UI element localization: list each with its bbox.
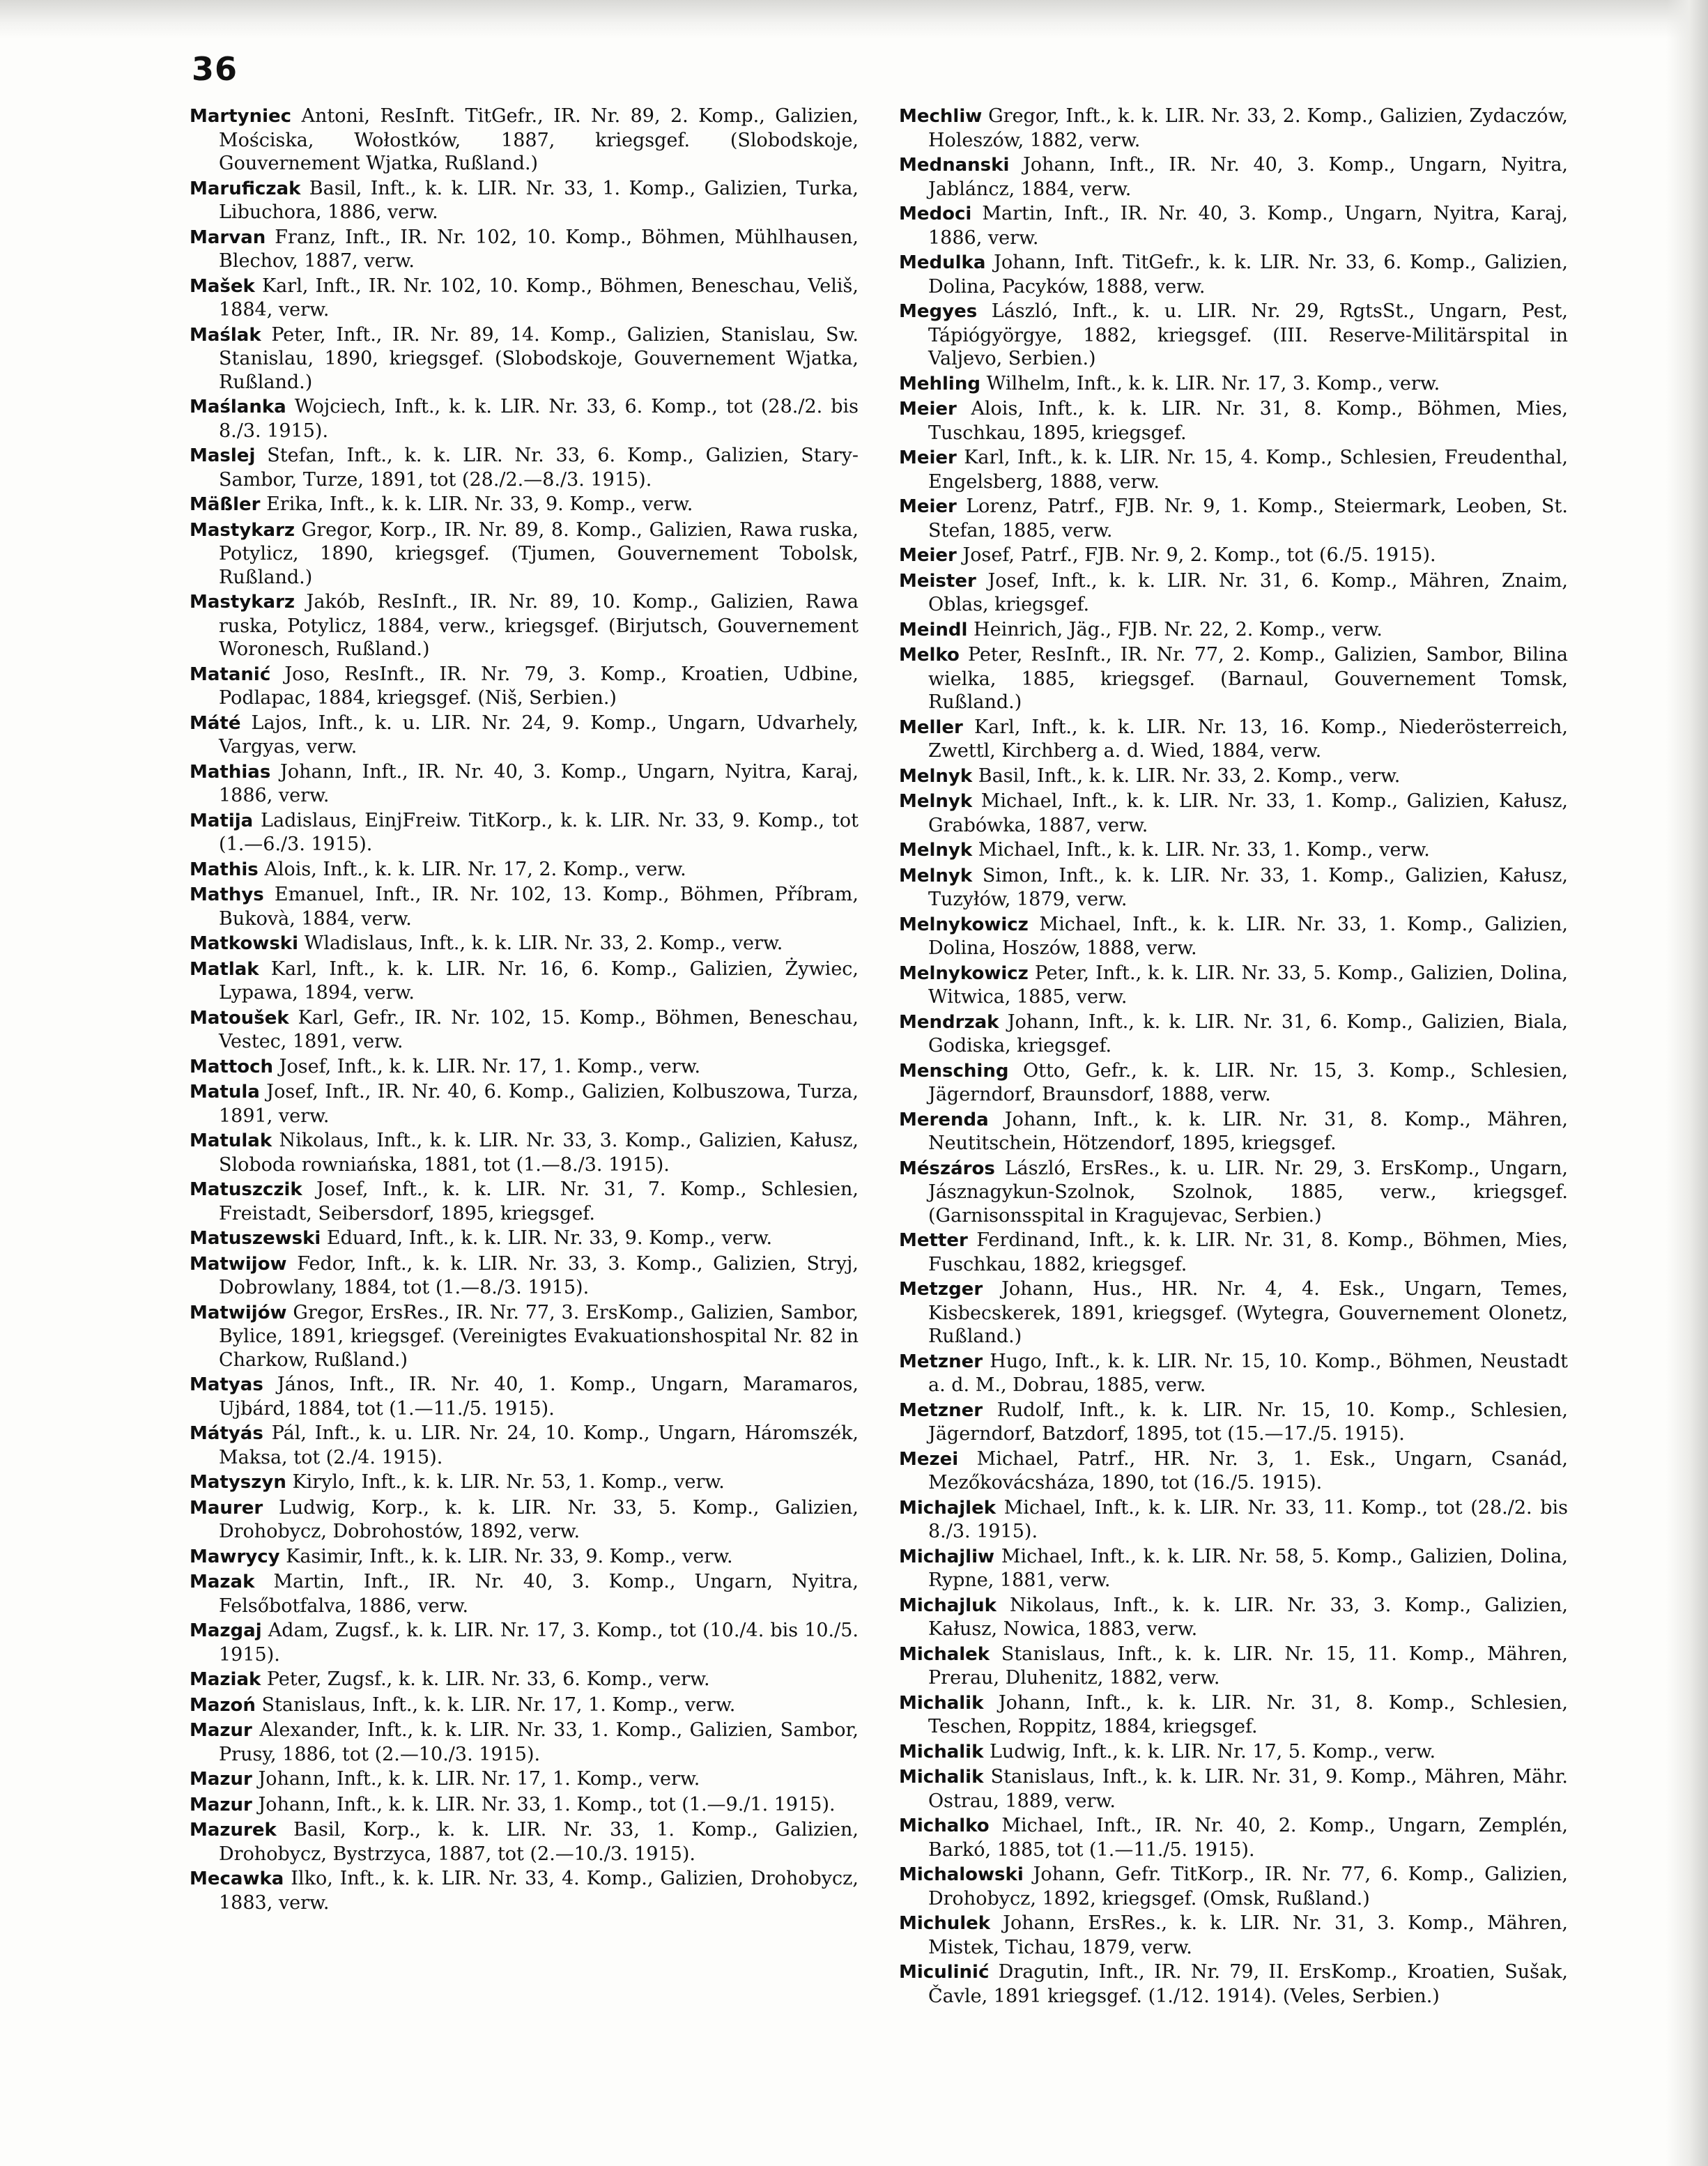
casualty-entry — [190, 1470, 859, 1495]
casualty-entry — [899, 372, 1568, 397]
entry-surname: Melnyk — [899, 865, 973, 886]
entry-details: László, ErsRes., k. u. LIR. Nr. 29, 3. ErsKomp., Ungarn, Jásznagykun-Szolnok, Szolnok, 1885, verw., kriegsgef. (Garnisonsspital in Kragujevac, Serbien.) — [928, 1157, 1568, 1227]
entry-details: Johann, Gefr. TitKorp., IR. Nr. 77, 6. Komp., Galizien, Drohobycz, 1892, kriegsgef. (Omsk, Rußland.) — [928, 1864, 1568, 1910]
entry-surname: Matwijów — [190, 1302, 287, 1323]
casualty-entry — [190, 760, 859, 808]
entry-surname: Mendrzak — [899, 1011, 999, 1033]
entry-details: Martin, Inft., IR. Nr. 40, 3. Komp., Ungarn, Nyitra, Felsőbotfalva, 1886, verw. — [219, 1571, 859, 1617]
entry-surname: Mazgaj — [190, 1620, 262, 1641]
right-column — [899, 105, 1568, 2126]
entry-surname: Mathias — [190, 761, 271, 783]
casualty-entry — [899, 1011, 1568, 1058]
entry-surname: Meier — [899, 399, 957, 420]
casualty-entry — [190, 105, 859, 176]
entry-surname: Matyas — [190, 1374, 263, 1395]
entry-details: Stefan, Inft., k. k. LIR. Nr. 33, 6. Komp., Galizien, Stary-Sambor, Turze, 1891, tot (28./2.—8./3. 1915). — [219, 445, 859, 491]
casualty-entry — [190, 1668, 859, 1692]
casualty-entry — [899, 153, 1568, 201]
casualty-entry — [190, 1767, 859, 1792]
entry-surname: Matoušek — [190, 1007, 289, 1029]
casualty-entry — [899, 913, 1568, 960]
entry-surname: Matkowski — [190, 933, 298, 954]
entry-details: Michael, Inft., IR. Nr. 40, 2. Komp., Ungarn, Zemplén, Barkó, 1885, tot (1.—11./5. 1915). — [928, 1815, 1568, 1861]
entry-surname: Mazur — [190, 1720, 252, 1741]
entry-surname: Maslej — [190, 445, 256, 466]
entry-details: Eduard, Inft., k. k. LIR. Nr. 33, 9. Komp., verw. — [326, 1227, 773, 1249]
entry-surname: Melnyk — [899, 840, 973, 861]
entry-details: Alexander, Inft., k. k. LIR. Nr. 33, 1. Komp., Galizien, Sambor, Prusy, 1886, tot (2.—10./3. 1915). — [219, 1719, 859, 1765]
entry-details: Wojciech, Inft., k. k. LIR. Nr. 33, 6. Komp., tot (28./2. bis 8./3. 1915). — [219, 396, 859, 442]
entry-surname: Matwijow — [190, 1253, 287, 1275]
entry-surname: Mazurek — [190, 1820, 277, 1841]
entry-surname: Michalik — [899, 1692, 984, 1714]
entry-details: Kirylo, Inft., k. k. LIR. Nr. 53, 1. Komp., verw. — [292, 1471, 725, 1493]
entry-surname: Meller — [899, 716, 963, 738]
entry-details: Johann, Hus., HR. Nr. 4, 4. Esk., Ungarn, Temes, Kisbecskerek, 1891, kriegsgef. (Wytegra, Gouvernement Olonetz, Rußland.) — [928, 1278, 1568, 1347]
entry-details: Martin, Inft., IR. Nr. 40, 3. Komp., Ungarn, Nyitra, Karaj, 1886, verw. — [928, 203, 1568, 249]
entry-details: Johann, Inft., k. k. LIR. Nr. 31, 6. Komp., Galizien, Biala, Godiska, kriegsgef. — [928, 1011, 1568, 1057]
entry-surname: Maruficzak — [190, 178, 301, 199]
entry-details: Michael, Patrf., HR. Nr. 3, 1. Esk., Ungarn, Csanád, Mezőkovácsháza, 1890, tot (16./5. 1915). — [928, 1447, 1568, 1493]
entry-surname: Melnyk — [899, 765, 973, 787]
entry-details: Stanislaus, Inft., k. k. LIR. Nr. 17, 1. Komp., verw. — [261, 1693, 736, 1716]
entry-surname: Maślak — [190, 324, 261, 346]
casualty-entry — [190, 1867, 859, 1914]
entry-surname: Mawrycy — [190, 1546, 280, 1567]
entry-surname: Matulak — [190, 1130, 272, 1151]
entry-surname: Melnyk — [899, 791, 973, 812]
entry-details: László, Inft., k. u. LIR. Nr. 29, RgtsSt., Ungarn, Pest, Tápiógyörgye, 1882, kriegsgef. (III. Reserve-Militärspital in Valjevo, Serbien.) — [928, 300, 1568, 369]
entry-surname: Mazoń — [190, 1694, 256, 1716]
casualty-entry — [899, 838, 1568, 863]
entry-details: Johann, Inft., IR. Nr. 40, 3. Komp., Ungarn, Nyitra, Jabláncz, 1884, verw. — [928, 154, 1568, 200]
entry-surname: Matanić — [190, 663, 271, 685]
entry-surname: Mastykarz — [190, 519, 295, 541]
entry-details: Jakób, ResInft., IR. Nr. 89, 10. Komp., Galizien, Rawa ruska, Potylicz, 1884, verw., kriegsgef. (Birjutsch, Gouvernement Woronesch, Rußland.) — [219, 591, 859, 660]
entry-surname: Michalowski — [899, 1864, 1024, 1885]
casualty-entry — [899, 300, 1568, 371]
casualty-entry — [190, 1793, 859, 1818]
entry-details: Lajos, Inft., k. u. LIR. Nr. 24, 9. Komp., Ungarn, Udvarhely, Vargyas, verw. — [219, 712, 859, 758]
entry-surname: Meier — [899, 496, 957, 517]
entry-details: Ludwig, Inft., k. k. LIR. Nr. 17, 5. Komp., verw. — [989, 1740, 1436, 1762]
casualty-entry — [899, 1447, 1568, 1495]
entry-surname: Matyszyn — [190, 1472, 286, 1493]
casualty-entry — [899, 1277, 1568, 1349]
entry-details: Johann, Inft. TitGefr., k. k. LIR. Nr. 33, 6. Komp., Galizien, Dolina, Pacyków, 1888, verw. — [928, 252, 1568, 298]
casualty-entry — [899, 716, 1568, 763]
entry-details: Pál, Inft., k. u. LIR. Nr. 24, 10. Komp., Ungarn, Háromszék, Maksa, tot (2./4. 1915). — [219, 1422, 859, 1468]
casualty-entry — [190, 663, 859, 710]
entry-details: Alois, Inft., k. k. LIR. Nr. 17, 2. Komp., verw. — [264, 858, 686, 880]
casualty-entry — [899, 251, 1568, 298]
entry-details: Michael, Inft., k. k. LIR. Nr. 58, 5. Komp., Galizien, Dolina, Rypne, 1881, verw. — [928, 1545, 1568, 1591]
page-number: 36 — [192, 50, 238, 88]
entry-surname: Michalko — [899, 1815, 990, 1836]
casualty-entry — [899, 1960, 1568, 2008]
casualty-entry — [899, 1059, 1568, 1107]
entry-details: Antoni, ResInft. TitGefr., IR. Nr. 89, 2. Komp., Galizien, Mościska, Wołostków, 1887, kriegsgef. (Slobodskoje, Gouvernement Wjatka, Rußland.) — [219, 105, 859, 174]
entry-surname: Metzner — [899, 1351, 983, 1372]
entry-details: Karl, Inft., IR. Nr. 102, 10. Komp., Böhmen, Beneschau, Veliš, 1884, verw. — [219, 275, 859, 321]
casualty-entry — [190, 493, 859, 517]
entry-details: Johann, Inft., IR. Nr. 40, 3. Komp., Ungarn, Nyitra, Karaj, 1886, verw. — [219, 760, 859, 806]
casualty-entry — [899, 397, 1568, 445]
casualty-entry — [899, 1545, 1568, 1592]
casualty-entry — [190, 1055, 859, 1080]
entry-surname: Melko — [899, 645, 960, 666]
entry-details: Lorenz, Patrf., FJB. Nr. 9, 1. Komp., Steiermark, Leoben, St. Stefan, 1885, verw. — [928, 496, 1568, 542]
entry-surname: Mattoch — [190, 1056, 274, 1077]
entry-details: Ladislaus, EinjFreiw. TitKorp., k. k. LIR. Nr. 33, 9. Komp., tot (1.—6./3. 1915). — [219, 809, 859, 855]
entry-details: Peter, Inft., k. k. LIR. Nr. 33, 5. Komp., Galizien, Dolina, Witwica, 1885, verw. — [928, 962, 1568, 1008]
entry-surname: Meier — [899, 545, 957, 566]
casualty-entry — [190, 858, 859, 882]
entry-details: Johann, Inft., k. k. LIR. Nr. 17, 1. Komp., verw. — [258, 1768, 700, 1790]
casualty-entry — [190, 1178, 859, 1225]
entry-details: Heinrich, Jäg., FJB. Nr. 22, 2. Komp., verw. — [974, 618, 1383, 640]
casualty-entry — [190, 177, 859, 224]
casualty-entry — [899, 1643, 1568, 1690]
entry-details: Michael, Inft., k. k. LIR. Nr. 33, 1. Komp., verw. — [978, 839, 1430, 861]
casualty-entry — [190, 958, 859, 1005]
casualty-entry — [899, 962, 1568, 1009]
entry-details: Stanislaus, Inft., k. k. LIR. Nr. 31, 9. Komp., Mähren, Mähr. Ostrau, 1889, verw. — [928, 1766, 1568, 1812]
entry-surname: Mazur — [190, 1769, 252, 1790]
casualty-entry — [899, 495, 1568, 542]
entry-surname: Matuszewski — [190, 1228, 321, 1249]
entry-details: Karl, Gefr., IR. Nr. 102, 15. Komp., Böhmen, Beneschau, Vestec, 1891, verw. — [219, 1006, 859, 1052]
casualty-entry — [899, 105, 1568, 152]
casualty-entry — [899, 1350, 1568, 1397]
entry-surname: Meier — [899, 447, 957, 468]
entry-details: Alois, Inft., k. k. LIR. Nr. 31, 8. Komp., Böhmen, Mies, Tuschkau, 1895, kriegsgef. — [928, 398, 1568, 444]
entry-surname: Mathys — [190, 884, 264, 905]
casualty-entry — [899, 1740, 1568, 1765]
casualty-entry — [899, 1765, 1568, 1813]
casualty-entry — [190, 444, 859, 491]
entry-surname: Meister — [899, 570, 976, 592]
entry-details: Wladislaus, Inft., k. k. LIR. Nr. 33, 2. Komp., verw. — [304, 932, 783, 954]
casualty-entry — [899, 446, 1568, 493]
entry-surname: Maślanka — [190, 397, 286, 417]
entry-details: Gregor, Inft., k. k. LIR. Nr. 33, 2. Komp., Galizien, Zydaczów, Holeszów, 1882, verw. — [928, 105, 1568, 151]
entry-surname: Mazak — [190, 1572, 255, 1592]
entry-details: Adam, Zugsf., k. k. LIR. Nr. 17, 3. Komp., tot (10./4. bis 10./5. 1915). — [219, 1620, 859, 1666]
entry-details: Gregor, Korp., IR. Nr. 89, 8. Komp., Galizien, Rawa ruska, Potylicz, 1890, kriegsgef. (Tjumen, Gouvernement Tobolsk, Rußland.) — [219, 519, 859, 588]
entry-details: Johann, Inft., k. k. LIR. Nr. 31, 8. Komp., Schlesien, Teschen, Roppitz, 1884, kriegsgef. — [928, 1691, 1568, 1737]
entry-details: Peter, Inft., IR. Nr. 89, 14. Komp., Galizien, Stanislau, Sw. Stanislau, 1890, kriegsgef. (Slobodskoje, Gouvernement Wjatka, Rußland.) — [219, 323, 859, 393]
casualty-entry — [899, 1108, 1568, 1155]
entry-details: Franz, Inft., IR. Nr. 102, 10. Komp., Böhmen, Mühlhausen, Blechov, 1887, verw. — [219, 226, 859, 272]
entry-details: Ferdinand, Inft., k. k. LIR. Nr. 31, 8. Komp., Böhmen, Mies, Fuschkau, 1882, kriegsgef. — [928, 1229, 1568, 1275]
entry-surname: Martyniec — [190, 106, 292, 127]
casualty-entry — [899, 1814, 1568, 1861]
entry-details: Karl, Inft., k. k. LIR. Nr. 16, 6. Komp., Galizien, Żywiec, Lypawa, 1894, verw. — [219, 958, 859, 1004]
casualty-entry — [899, 202, 1568, 249]
entry-surname: Metter — [899, 1230, 968, 1251]
entry-details: Michael, Inft., k. k. LIR. Nr. 33, 1. Komp., Galizien, Dolina, Hoszów, 1888, verw. — [928, 913, 1568, 959]
casualty-entry — [190, 809, 859, 857]
entry-surname: Michajlek — [899, 1497, 997, 1519]
left-column — [190, 105, 859, 2126]
entry-details: Nikolaus, Inft., k. k. LIR. Nr. 33, 3. Komp., Galizien, Kałusz, Sloboda rowniańska, 1881, tot (1.—8./3. 1915). — [219, 1130, 859, 1176]
entry-surname: Megyes — [899, 301, 978, 322]
casualty-entry — [190, 883, 859, 930]
entry-surname: Michalek — [899, 1643, 990, 1665]
entry-details: Johann, ErsRes., k. k. LIR. Nr. 31, 3. Komp., Mähren, Mistek, Tichau, 1879, verw. — [928, 1912, 1568, 1958]
entry-details: Josef, Inft., k. k. LIR. Nr. 17, 1. Komp., verw. — [279, 1055, 701, 1077]
casualty-entry — [190, 1006, 859, 1054]
casualty-entry — [190, 275, 859, 322]
casualty-entry — [190, 712, 859, 759]
entry-surname: Medulka — [899, 252, 986, 273]
casualty-entry — [899, 864, 1568, 912]
casualty-entry — [899, 1863, 1568, 1910]
entry-surname: Melnykowicz — [899, 914, 1029, 935]
entry-details: Peter, ResInft., IR. Nr. 77, 2. Komp., Galizien, Sambor, Bilina wielka, 1885, kriegsgef. (Barnaul, Gouvernement Tomsk, Rußland.) — [928, 644, 1568, 713]
casualty-entry — [190, 1422, 859, 1469]
entry-details: Dragutin, Inft., IR. Nr. 79, II. ErsKomp., Kroatien, Sušak, Čavle, 1891 kriegsgef. (1./12. 1914). (Veles, Serbien.) — [928, 1961, 1568, 2007]
casualty-entry — [190, 1373, 859, 1420]
entry-surname: Matula — [190, 1082, 260, 1103]
entry-surname: Metzger — [899, 1279, 983, 1300]
entry-details: Karl, Inft., k. k. LIR. Nr. 15, 4. Komp., Schlesien, Freudenthal, Engelsberg, 1888, verw. — [928, 447, 1568, 493]
scan-edge-top — [0, 0, 1708, 38]
casualty-entry — [190, 395, 859, 443]
casualty-entry — [190, 226, 859, 273]
casualty-entry — [190, 323, 859, 394]
casualty-entry — [899, 1229, 1568, 1276]
entry-details: Josef, Inft., IR. Nr. 40, 6. Komp., Galizien, Kolbuszowa, Turza, 1891, verw. — [219, 1081, 859, 1127]
entry-details: Josef, Inft., k. k. LIR. Nr. 31, 7. Komp., Schlesien, Freistadt, Seibersdorf, 1895, kriegsgef. — [219, 1178, 859, 1224]
casualty-entry — [190, 1619, 859, 1666]
entry-surname: Maziak — [190, 1669, 261, 1690]
casualty-entry — [190, 519, 859, 590]
entry-details: Emanuel, Inft., IR. Nr. 102, 13. Komp., Böhmen, Příbram, Bukovà, 1884, verw. — [219, 884, 859, 930]
entry-details: Ludwig, Korp., k. k. LIR. Nr. 33, 5. Komp., Galizien, Drohobycz, Dobrohostów, 1892, verw. — [219, 1496, 859, 1542]
entry-surname: Metzner — [899, 1399, 983, 1421]
casualty-entry — [899, 618, 1568, 643]
entry-details: Kasimir, Inft., k. k. LIR. Nr. 33, 9. Komp., verw. — [286, 1545, 733, 1567]
entry-surname: Meindl — [899, 619, 968, 640]
entry-details: Ilko, Inft., k. k. LIR. Nr. 33, 4. Komp., Galizien, Drohobycz, 1883, verw. — [219, 1868, 859, 1914]
entry-surname: Marvan — [190, 226, 266, 248]
casualty-entry — [190, 1545, 859, 1569]
entry-details: Stanislaus, Inft., k. k. LIR. Nr. 15, 11. Komp., Mähren, Prerau, Dluhenitz, 1882, verw. — [928, 1643, 1568, 1689]
casualty-entry — [899, 1496, 1568, 1544]
entry-surname: Mezei — [899, 1448, 959, 1470]
casualty-entry — [190, 932, 859, 956]
entry-details: Michael, Inft., k. k. LIR. Nr. 33, 1. Komp., Galizien, Kałusz, Grabówka, 1887, verw. — [928, 790, 1568, 836]
entry-surname: Matija — [190, 810, 254, 831]
entry-details: Nikolaus, Inft., k. k. LIR. Nr. 33, 3. Komp., Galizien, Kałusz, Nowica, 1883, verw. — [928, 1594, 1568, 1640]
casualty-entry — [899, 1691, 1568, 1739]
entry-surname: Miculinić — [899, 1962, 990, 1983]
casualty-entry — [899, 1912, 1568, 1959]
entry-details: Basil, Korp., k. k. LIR. Nr. 33, 1. Komp., Galizien, Drohobycz, Bystrzyca, 1887, tot (2.—10./3. 1915). — [219, 1819, 859, 1865]
entry-surname: Mednanski — [899, 155, 1010, 176]
casualty-entry — [190, 1719, 859, 1766]
entry-details: Fedor, Inft., k. k. LIR. Nr. 33, 3. Komp., Galizien, Stryj, Dobrowlany, 1884, tot (1.—8./3. 1915). — [219, 1252, 859, 1298]
casualty-entry — [190, 1818, 859, 1866]
entry-details: Basil, Inft., k. k. LIR. Nr. 33, 1. Komp., Galizien, Turka, Libuchora, 1886, verw. — [219, 177, 859, 223]
entry-surname: Mechliw — [899, 106, 983, 127]
entry-surname: Mészáros — [899, 1158, 995, 1179]
casualty-entry — [899, 643, 1568, 714]
entry-surname: Mensching — [899, 1060, 1009, 1082]
entry-details: Erika, Inft., k. k. LIR. Nr. 33, 9. Komp., verw. — [266, 493, 693, 515]
entry-surname: Michulek — [899, 1913, 991, 1934]
entry-surname: Michalik — [899, 1767, 984, 1788]
casualty-entry — [899, 569, 1568, 617]
entry-surname: Máté — [190, 712, 241, 734]
entry-details: Peter, Zugsf., k. k. LIR. Nr. 33, 6. Komp., verw. — [266, 1668, 710, 1690]
entry-surname: Mäßler — [190, 494, 261, 515]
casualty-entry — [190, 1129, 859, 1176]
entry-surname: Mastykarz — [190, 592, 295, 613]
entry-details: Johann, Inft., k. k. LIR. Nr. 33, 1. Komp., tot (1.—9./1. 1915). — [258, 1793, 836, 1815]
scan-edge-right — [1666, 0, 1708, 2166]
entry-details: Karl, Inft., k. k. LIR. Nr. 13, 16. Komp., Niederösterreich, Zwettl, Kirchberg a. d. Wied, 1884, verw. — [928, 716, 1568, 762]
entry-surname: Merenda — [899, 1109, 989, 1130]
casualty-entry — [899, 1399, 1568, 1446]
entry-surname: Mehling — [899, 373, 980, 394]
entry-details: Hugo, Inft., k. k. LIR. Nr. 15, 10. Komp., Böhmen, Neustadt a. d. M., Dobrau, 1885, verw. — [928, 1350, 1568, 1396]
entry-surname: Matuszczik — [190, 1179, 302, 1200]
entry-details: Wilhelm, Inft., k. k. LIR. Nr. 17, 3. Komp., verw. — [986, 372, 1440, 394]
casualty-entry — [190, 1301, 859, 1372]
casualty-entry — [899, 1157, 1568, 1228]
casualty-entry — [899, 765, 1568, 789]
entry-details: Basil, Inft., k. k. LIR. Nr. 33, 2. Komp., verw. — [978, 765, 1401, 787]
entry-details: Michael, Inft., k. k. LIR. Nr. 33, 11. Komp., tot (28./2. bis 8./3. 1915). — [928, 1496, 1568, 1542]
entry-surname: Medoci — [899, 203, 972, 224]
entry-details: Joso, ResInft., IR. Nr. 79, 3. Komp., Kroatien, Udbine, Podlapac, 1884, kriegsgef. (Niš, Serbien.) — [219, 663, 859, 709]
casualty-entry — [190, 1227, 859, 1251]
entry-details: Josef, Inft., k. k. LIR. Nr. 31, 6. Komp., Mähren, Znaim, Oblas, kriegsgef. — [928, 569, 1568, 615]
entry-surname: Michajliw — [899, 1546, 995, 1567]
entry-surname: Maurer — [190, 1497, 263, 1519]
casualty-entry — [190, 1693, 859, 1718]
entry-surname: Mátyás — [190, 1423, 263, 1444]
casualty-entry — [899, 544, 1568, 568]
entry-details: Gregor, ErsRes., IR. Nr. 77, 3. ErsKomp., Galizien, Sambor, Bylice, 1891, kriegsgef. (Vereinigtes Evakuationshospital Nr. 82 in Charkow, Rußland.) — [219, 1301, 859, 1371]
entry-surname: Mazur — [190, 1794, 252, 1815]
entry-details: Simon, Inft., k. k. LIR. Nr. 33, 1. Komp., Galizien, Kałusz, Tuzyłów, 1879, verw. — [928, 864, 1568, 910]
casualty-entry — [190, 590, 859, 661]
casualty-entry — [190, 1252, 859, 1300]
entry-details: Josef, Patrf., FJB. Nr. 9, 2. Komp., tot (6./5. 1915). — [962, 544, 1436, 566]
entry-details: Rudolf, Inft., k. k. LIR. Nr. 15, 10. Komp., Schlesien, Jägerndorf, Batzdorf, 1895, tot (15.—17./5. 1915). — [928, 1399, 1568, 1445]
entry-surname: Melnykowicz — [899, 962, 1029, 984]
casualty-entry — [899, 790, 1568, 837]
entry-details: Johann, Inft., k. k. LIR. Nr. 31, 8. Komp., Mähren, Neutitschein, Hötzendorf, 1895, kriegsgef. — [928, 1108, 1568, 1154]
entry-details: János, Inft., IR. Nr. 40, 1. Komp., Ungarn, Maramaros, Ujbárd, 1884, tot (1.—11./5. 1915). — [219, 1374, 859, 1420]
casualty-entry — [899, 1594, 1568, 1641]
entry-surname: Matlak — [190, 958, 259, 980]
casualty-entry — [190, 1080, 859, 1128]
entry-surname: Mašek — [190, 275, 255, 297]
casualty-entry — [190, 1570, 859, 1618]
entry-details: Otto, Gefr., k. k. LIR. Nr. 15, 3. Komp., Schlesien, Jägerndorf, Braunsdorf, 1888, verw. — [928, 1059, 1568, 1105]
casualty-entry — [190, 1496, 859, 1544]
entry-surname: Michalik — [899, 1741, 984, 1762]
entry-surname: Mathis — [190, 859, 259, 880]
entry-surname: Mecawka — [190, 1868, 284, 1889]
entry-surname: Michajluk — [899, 1595, 997, 1616]
